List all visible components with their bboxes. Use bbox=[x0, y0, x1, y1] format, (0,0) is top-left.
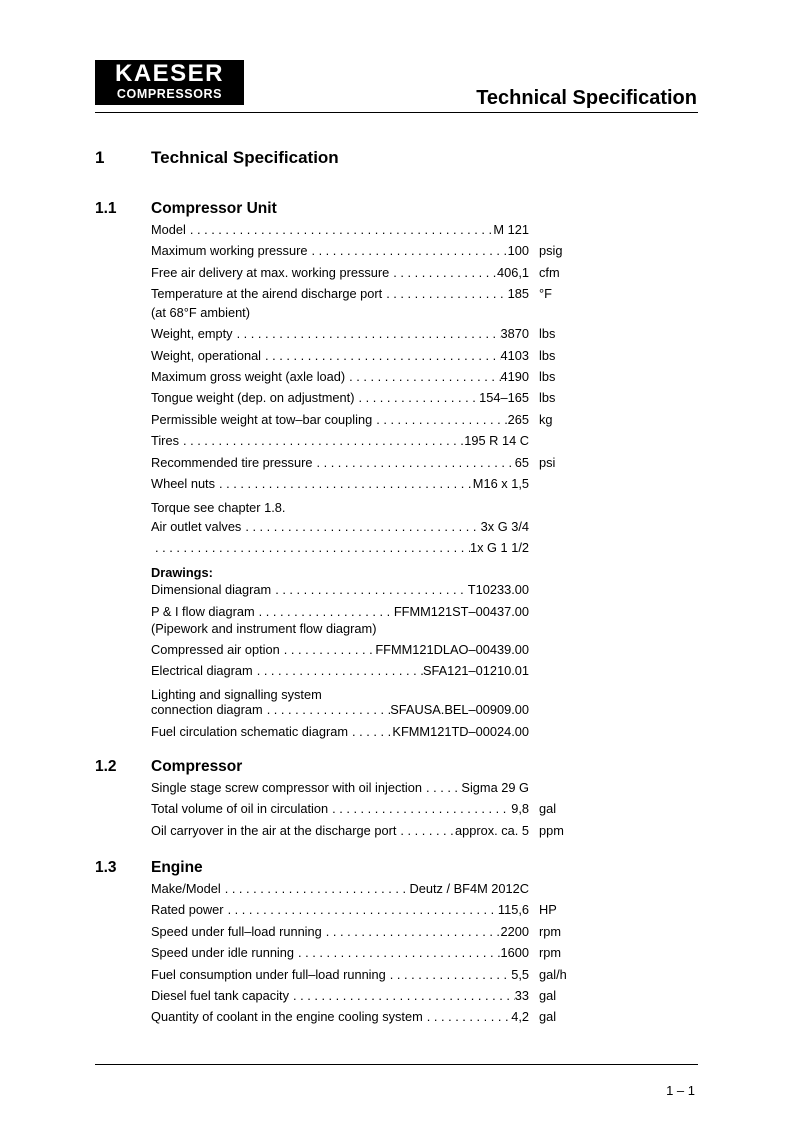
spec-unit: gal bbox=[539, 1009, 557, 1025]
drawing-row bbox=[151, 663, 579, 684]
spec-value: 33 bbox=[514, 987, 529, 1003]
drawing-row bbox=[151, 604, 579, 642]
leader-dots bbox=[224, 902, 498, 917]
spec-row bbox=[151, 881, 579, 902]
drawing-label: Fuel circulation schematic diagram bbox=[151, 723, 349, 739]
spec-row bbox=[151, 823, 579, 844]
leader-dots bbox=[389, 265, 497, 280]
spec-row bbox=[151, 780, 579, 801]
leader-dots bbox=[396, 823, 455, 838]
section-title: Engine bbox=[151, 859, 203, 876]
leader-dots bbox=[233, 326, 501, 341]
drawing-label: Compressed air option bbox=[151, 641, 280, 657]
spec-label: Permissible weight at tow–bar coupling bbox=[151, 411, 373, 427]
drawings-heading: Drawings: bbox=[151, 565, 213, 581]
section-number: 1.1 bbox=[95, 200, 117, 217]
leader-dots bbox=[423, 1009, 511, 1024]
drawing-pre: Lighting and signalling system bbox=[151, 686, 322, 702]
section-heading bbox=[95, 859, 579, 881]
leader-dots bbox=[354, 390, 479, 405]
leader-dots bbox=[280, 642, 376, 657]
leader-dots bbox=[322, 924, 501, 939]
spec-value: 4,2 bbox=[511, 1009, 529, 1025]
spec-value: approx. ca. 5 bbox=[455, 822, 529, 838]
kaeser-logo bbox=[95, 60, 244, 105]
spec-value: M16 x 1,5 bbox=[472, 475, 529, 491]
spec-unit: ppm bbox=[539, 822, 564, 838]
section-engine bbox=[95, 859, 579, 1031]
spec-label: Speed under idle running bbox=[151, 945, 295, 961]
spec-value: 195 R 14 C bbox=[464, 433, 529, 449]
spec-unit: lbs bbox=[539, 390, 556, 406]
leader-dots bbox=[151, 540, 470, 555]
spec-row bbox=[151, 243, 579, 264]
spec-unit: psi bbox=[539, 454, 556, 470]
spec-row bbox=[151, 286, 579, 326]
drawing-row bbox=[151, 685, 579, 724]
spec-value: 4190 bbox=[500, 368, 529, 384]
section-heading bbox=[95, 758, 579, 780]
spec-unit: kg bbox=[539, 411, 553, 427]
spec-row bbox=[151, 326, 579, 347]
spec-value: 1x G 1 1/2 bbox=[469, 540, 529, 556]
leader-dots bbox=[372, 412, 507, 427]
spec-label: Speed under full–load running bbox=[151, 923, 322, 939]
spec-label: Air outlet valves bbox=[151, 518, 242, 534]
spec-value: 3x G 3/4 bbox=[480, 518, 529, 534]
spec-note: (at 68°F ambient) bbox=[151, 305, 251, 321]
spec-value: 65 bbox=[514, 454, 529, 470]
spec-value: 2200 bbox=[500, 923, 529, 939]
spec-value: Sigma 29 G bbox=[461, 780, 529, 795]
spec-label: Model bbox=[151, 222, 186, 237]
spec-label: Quantity of coolant in the engine cooling system bbox=[151, 1009, 423, 1025]
spec-unit: gal/h bbox=[539, 966, 567, 982]
drawing-number: SFAUSA.BEL–00909.00 bbox=[390, 701, 529, 717]
section-title: Compressor Unit bbox=[151, 200, 277, 217]
drawing-number: T10233.00 bbox=[467, 582, 529, 598]
spec-value: 406,1 bbox=[496, 264, 529, 280]
torque-note: Torque see chapter 1.8. bbox=[151, 500, 286, 516]
spec-label: Weight, empty bbox=[151, 326, 233, 342]
drawing-note: (Pipework and instrument flow diagram) bbox=[151, 620, 377, 636]
spec-label: Maximum gross weight (axle load) bbox=[151, 368, 346, 384]
spec-value: 154–165 bbox=[479, 390, 529, 406]
spec-row bbox=[151, 412, 579, 433]
logo-brand: KAESER bbox=[114, 60, 225, 87]
drawing-row bbox=[151, 582, 579, 603]
drawing-number: SFA121–01210.01 bbox=[422, 663, 529, 679]
spec-value: 265 bbox=[507, 411, 529, 427]
spec-list bbox=[151, 780, 579, 844]
section-title: Compressor bbox=[151, 758, 243, 775]
leader-dots bbox=[261, 348, 501, 363]
section-compressor-unit bbox=[95, 200, 579, 745]
drawing-label: Electrical diagram bbox=[151, 663, 253, 679]
chapter-title: Technical Specification bbox=[151, 148, 339, 167]
chapter-number: 1 bbox=[95, 148, 105, 167]
spec-unit: HP bbox=[539, 902, 557, 918]
spec-row bbox=[151, 390, 579, 411]
spec-label: Weight, operational bbox=[151, 347, 262, 363]
leader-dots bbox=[179, 433, 464, 448]
leader-dots bbox=[289, 988, 515, 1003]
leader-dots bbox=[215, 476, 473, 491]
spec-label: Oil carryover in the air at the discharge port bbox=[151, 822, 397, 838]
spec-label: Free air delivery at max. working pressure bbox=[151, 264, 390, 280]
drawing-number: FFMM121ST–00437.00 bbox=[393, 603, 529, 619]
spec-unit: gal bbox=[539, 801, 557, 817]
spec-unit: lbs bbox=[539, 368, 556, 384]
section-heading bbox=[95, 200, 579, 222]
spec-value: 100 bbox=[507, 243, 529, 259]
spec-row bbox=[151, 1009, 579, 1030]
drawing-row bbox=[151, 642, 579, 663]
spec-row bbox=[151, 369, 579, 390]
spec-row bbox=[151, 924, 579, 945]
leader-dots bbox=[312, 455, 514, 470]
spec-value: 185 bbox=[507, 286, 529, 302]
logo-subtitle: COMPRESSORS bbox=[116, 87, 223, 101]
spec-unit: cfm bbox=[539, 264, 560, 280]
spec-row bbox=[151, 988, 579, 1009]
spec-value: 9,8 bbox=[511, 801, 529, 817]
spec-value: 115,6 bbox=[497, 902, 529, 918]
leader-dots bbox=[221, 881, 410, 896]
drawing-number: FFMM121DLAO–00439.00 bbox=[375, 641, 529, 657]
spec-value: 3870 bbox=[500, 326, 529, 342]
spec-label: Temperature at the airend discharge port bbox=[151, 286, 383, 302]
spec-label: Single stage screw compressor with oil injection bbox=[151, 780, 422, 795]
drawing-label: connection diagram bbox=[151, 701, 263, 717]
spec-unit: rpm bbox=[539, 945, 562, 961]
leader-dots bbox=[422, 780, 461, 795]
drawing-row bbox=[151, 724, 579, 745]
leader-dots bbox=[382, 286, 507, 301]
spec-unit: rpm bbox=[539, 923, 562, 939]
header-divider bbox=[95, 112, 698, 113]
spec-value: 4103 bbox=[500, 347, 529, 363]
spec-row bbox=[151, 902, 579, 923]
section-number: 1.2 bbox=[95, 758, 117, 775]
drawing-label: P & I flow diagram bbox=[151, 603, 255, 619]
page-number: 1 – 1 bbox=[666, 1083, 695, 1098]
leader-dots bbox=[263, 702, 391, 717]
spec-value: 5,5 bbox=[511, 966, 529, 982]
leader-dots bbox=[328, 801, 511, 816]
spec-row bbox=[151, 265, 579, 286]
spec-unit: gal bbox=[539, 987, 557, 1003]
leader-dots bbox=[255, 604, 394, 619]
spec-value: M 121 bbox=[493, 222, 529, 237]
spec-label: Tongue weight (dep. on adjustment) bbox=[151, 390, 355, 406]
spec-row bbox=[151, 476, 579, 497]
spec-list bbox=[151, 881, 579, 1031]
spec-label: Wheel nuts bbox=[151, 475, 216, 491]
spec-label: Recommended tire pressure bbox=[151, 454, 313, 470]
spec-label: Rated power bbox=[151, 902, 224, 918]
spec-label: Make/Model bbox=[151, 881, 221, 896]
leader-dots bbox=[345, 369, 500, 384]
leader-dots bbox=[307, 243, 507, 258]
spec-list bbox=[151, 222, 579, 745]
spec-row bbox=[151, 540, 579, 561]
spec-row bbox=[151, 455, 579, 476]
spec-row bbox=[151, 967, 579, 988]
leader-dots bbox=[253, 663, 423, 678]
spec-label: Tires bbox=[151, 433, 179, 449]
spec-row bbox=[151, 348, 579, 369]
section-compressor bbox=[95, 758, 579, 844]
leader-dots bbox=[386, 967, 511, 982]
section-number: 1.3 bbox=[95, 859, 117, 876]
spec-row bbox=[151, 945, 579, 966]
spec-label: Total volume of oil in circulation bbox=[151, 801, 329, 817]
leader-dots bbox=[348, 724, 392, 739]
footer-divider bbox=[95, 1064, 698, 1065]
spec-unit: lbs bbox=[539, 347, 556, 363]
spec-label: Fuel consumption under full–load running bbox=[151, 966, 386, 982]
drawing-label: Dimensional diagram bbox=[151, 582, 272, 598]
leader-dots bbox=[294, 945, 501, 960]
spec-row bbox=[151, 433, 579, 454]
leader-dots bbox=[186, 222, 494, 237]
drawing-number: KFMM121TD–00024.00 bbox=[392, 723, 529, 739]
spec-value: 1600 bbox=[500, 945, 529, 961]
spec-row bbox=[151, 801, 579, 822]
spec-label: Maximum working pressure bbox=[151, 243, 308, 259]
spec-row bbox=[151, 519, 579, 540]
spec-value: Deutz / BF4M 2012C bbox=[409, 881, 529, 896]
spec-label: Diesel fuel tank capacity bbox=[151, 987, 289, 1003]
spec-row bbox=[151, 222, 579, 243]
document-title: Technical Specification bbox=[476, 87, 697, 109]
leader-dots bbox=[271, 582, 468, 597]
spec-unit: °F bbox=[539, 286, 552, 302]
spec-unit: psig bbox=[539, 243, 563, 259]
leader-dots bbox=[241, 519, 480, 534]
spec-unit: lbs bbox=[539, 326, 556, 342]
